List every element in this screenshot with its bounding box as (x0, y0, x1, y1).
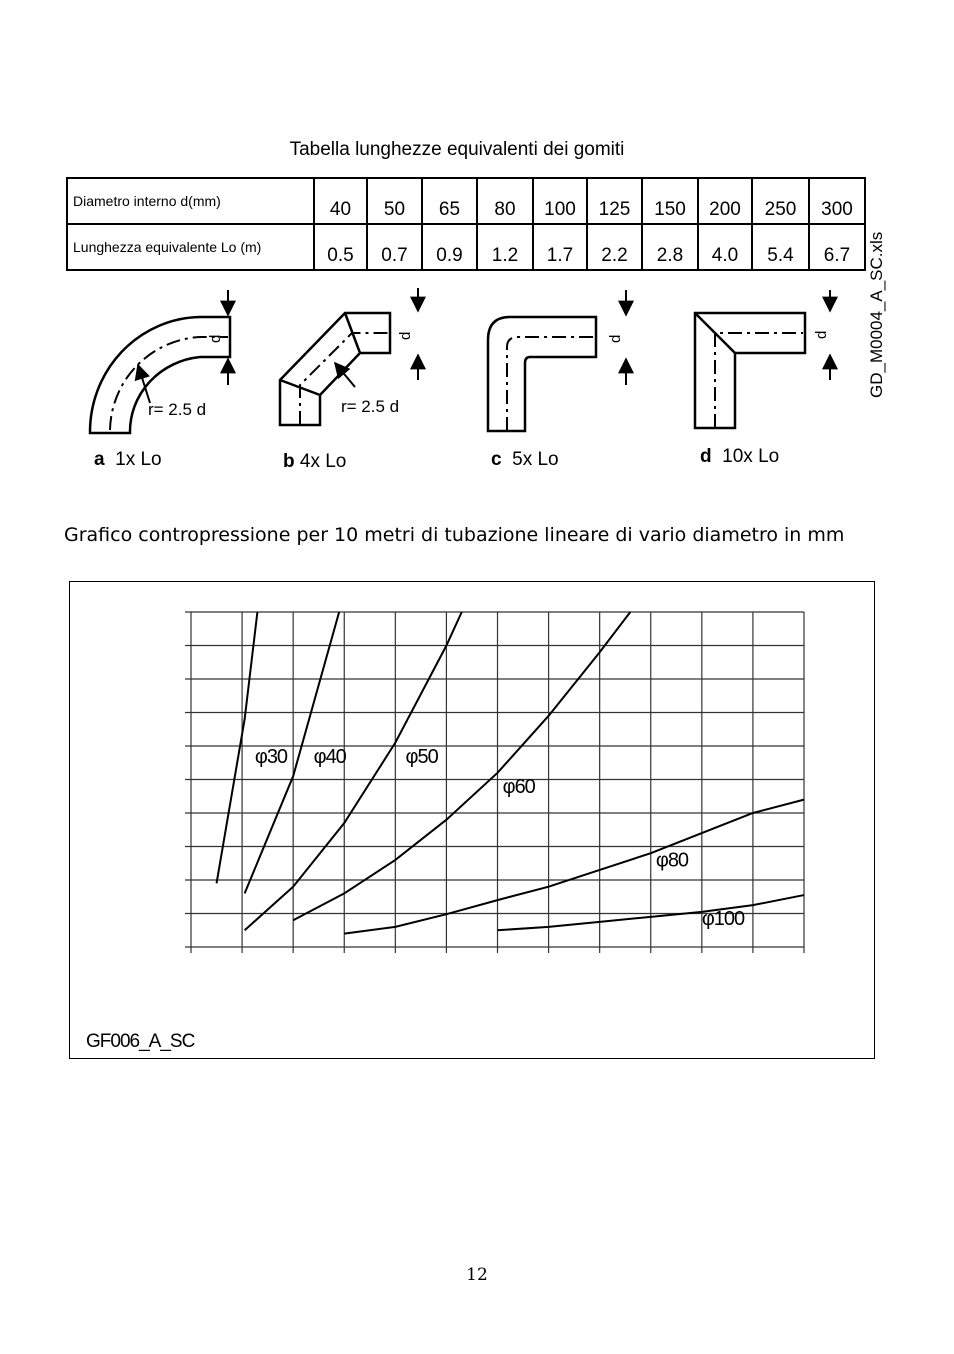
diameter-cell: 40 (314, 178, 367, 224)
curve-label: φ100 (701, 908, 745, 931)
elbow-caption-b: b 4x Lo (283, 451, 347, 472)
length-cell: 4.0 (698, 224, 752, 270)
curve-3 (245, 612, 462, 930)
table-title: Tabella lunghezze equivalenti dei gomiti (289, 139, 625, 160)
dim-label-c: d (607, 334, 624, 343)
length-cell: 0.5 (314, 224, 367, 270)
graph-code: GF006_A_SC (86, 1031, 195, 1052)
diameter-cell: 50 (367, 178, 422, 224)
length-cell: 5.4 (752, 224, 809, 270)
dim-label-a: d (207, 334, 224, 343)
diameter-row-label: Diametro interno d(mm) (67, 178, 314, 224)
diameter-cell: 250 (752, 178, 809, 224)
curve-1 (217, 612, 258, 883)
curve-label: φ30 (254, 745, 288, 768)
curve-label: φ80 (655, 849, 689, 872)
length-cell: 2.2 (587, 224, 642, 270)
length-cell: 0.9 (422, 224, 477, 270)
chart-curves (217, 612, 804, 934)
diameter-cell: 125 (587, 178, 642, 224)
graph-title: Grafico contropressione per 10 metri di tubazione lineare di vario diametro in mm (64, 524, 845, 546)
radius-label-a: r= 2.5 d (148, 400, 207, 419)
page-number: 12 (466, 1265, 488, 1285)
length-cell: 2.8 (642, 224, 698, 270)
diameter-cell: 65 (422, 178, 477, 224)
diameter-cell: 150 (642, 178, 698, 224)
diameter-cell: 300 (809, 178, 865, 224)
curve-label: φ40 (313, 745, 346, 768)
length-cell: 1.7 (533, 224, 587, 270)
elbow-caption-a: a 1x Lo (94, 449, 162, 470)
length-row-label: Lunghezza equivalente Lo (m) (67, 224, 314, 270)
side-code-text: GD_M0004_A_SC.xls (867, 231, 886, 398)
diameter-cell: 200 (698, 178, 752, 224)
radius-label-b: r= 2.5 d (341, 397, 400, 416)
length-cell: 1.2 (477, 224, 533, 270)
length-cell: 6.7 (809, 224, 865, 270)
diameter-cell: 100 (533, 178, 587, 224)
elbow-caption-c: c 5x Lo (491, 449, 559, 470)
curve-label: φ50 (405, 745, 438, 768)
diameter-cell: 80 (477, 178, 533, 224)
dim-label-d: d (813, 330, 830, 339)
length-cell: 0.7 (367, 224, 422, 270)
elbow-caption-d: d 10x Lo (700, 446, 780, 467)
dim-label-b: d (397, 331, 414, 340)
curve-label: φ60 (502, 775, 535, 798)
